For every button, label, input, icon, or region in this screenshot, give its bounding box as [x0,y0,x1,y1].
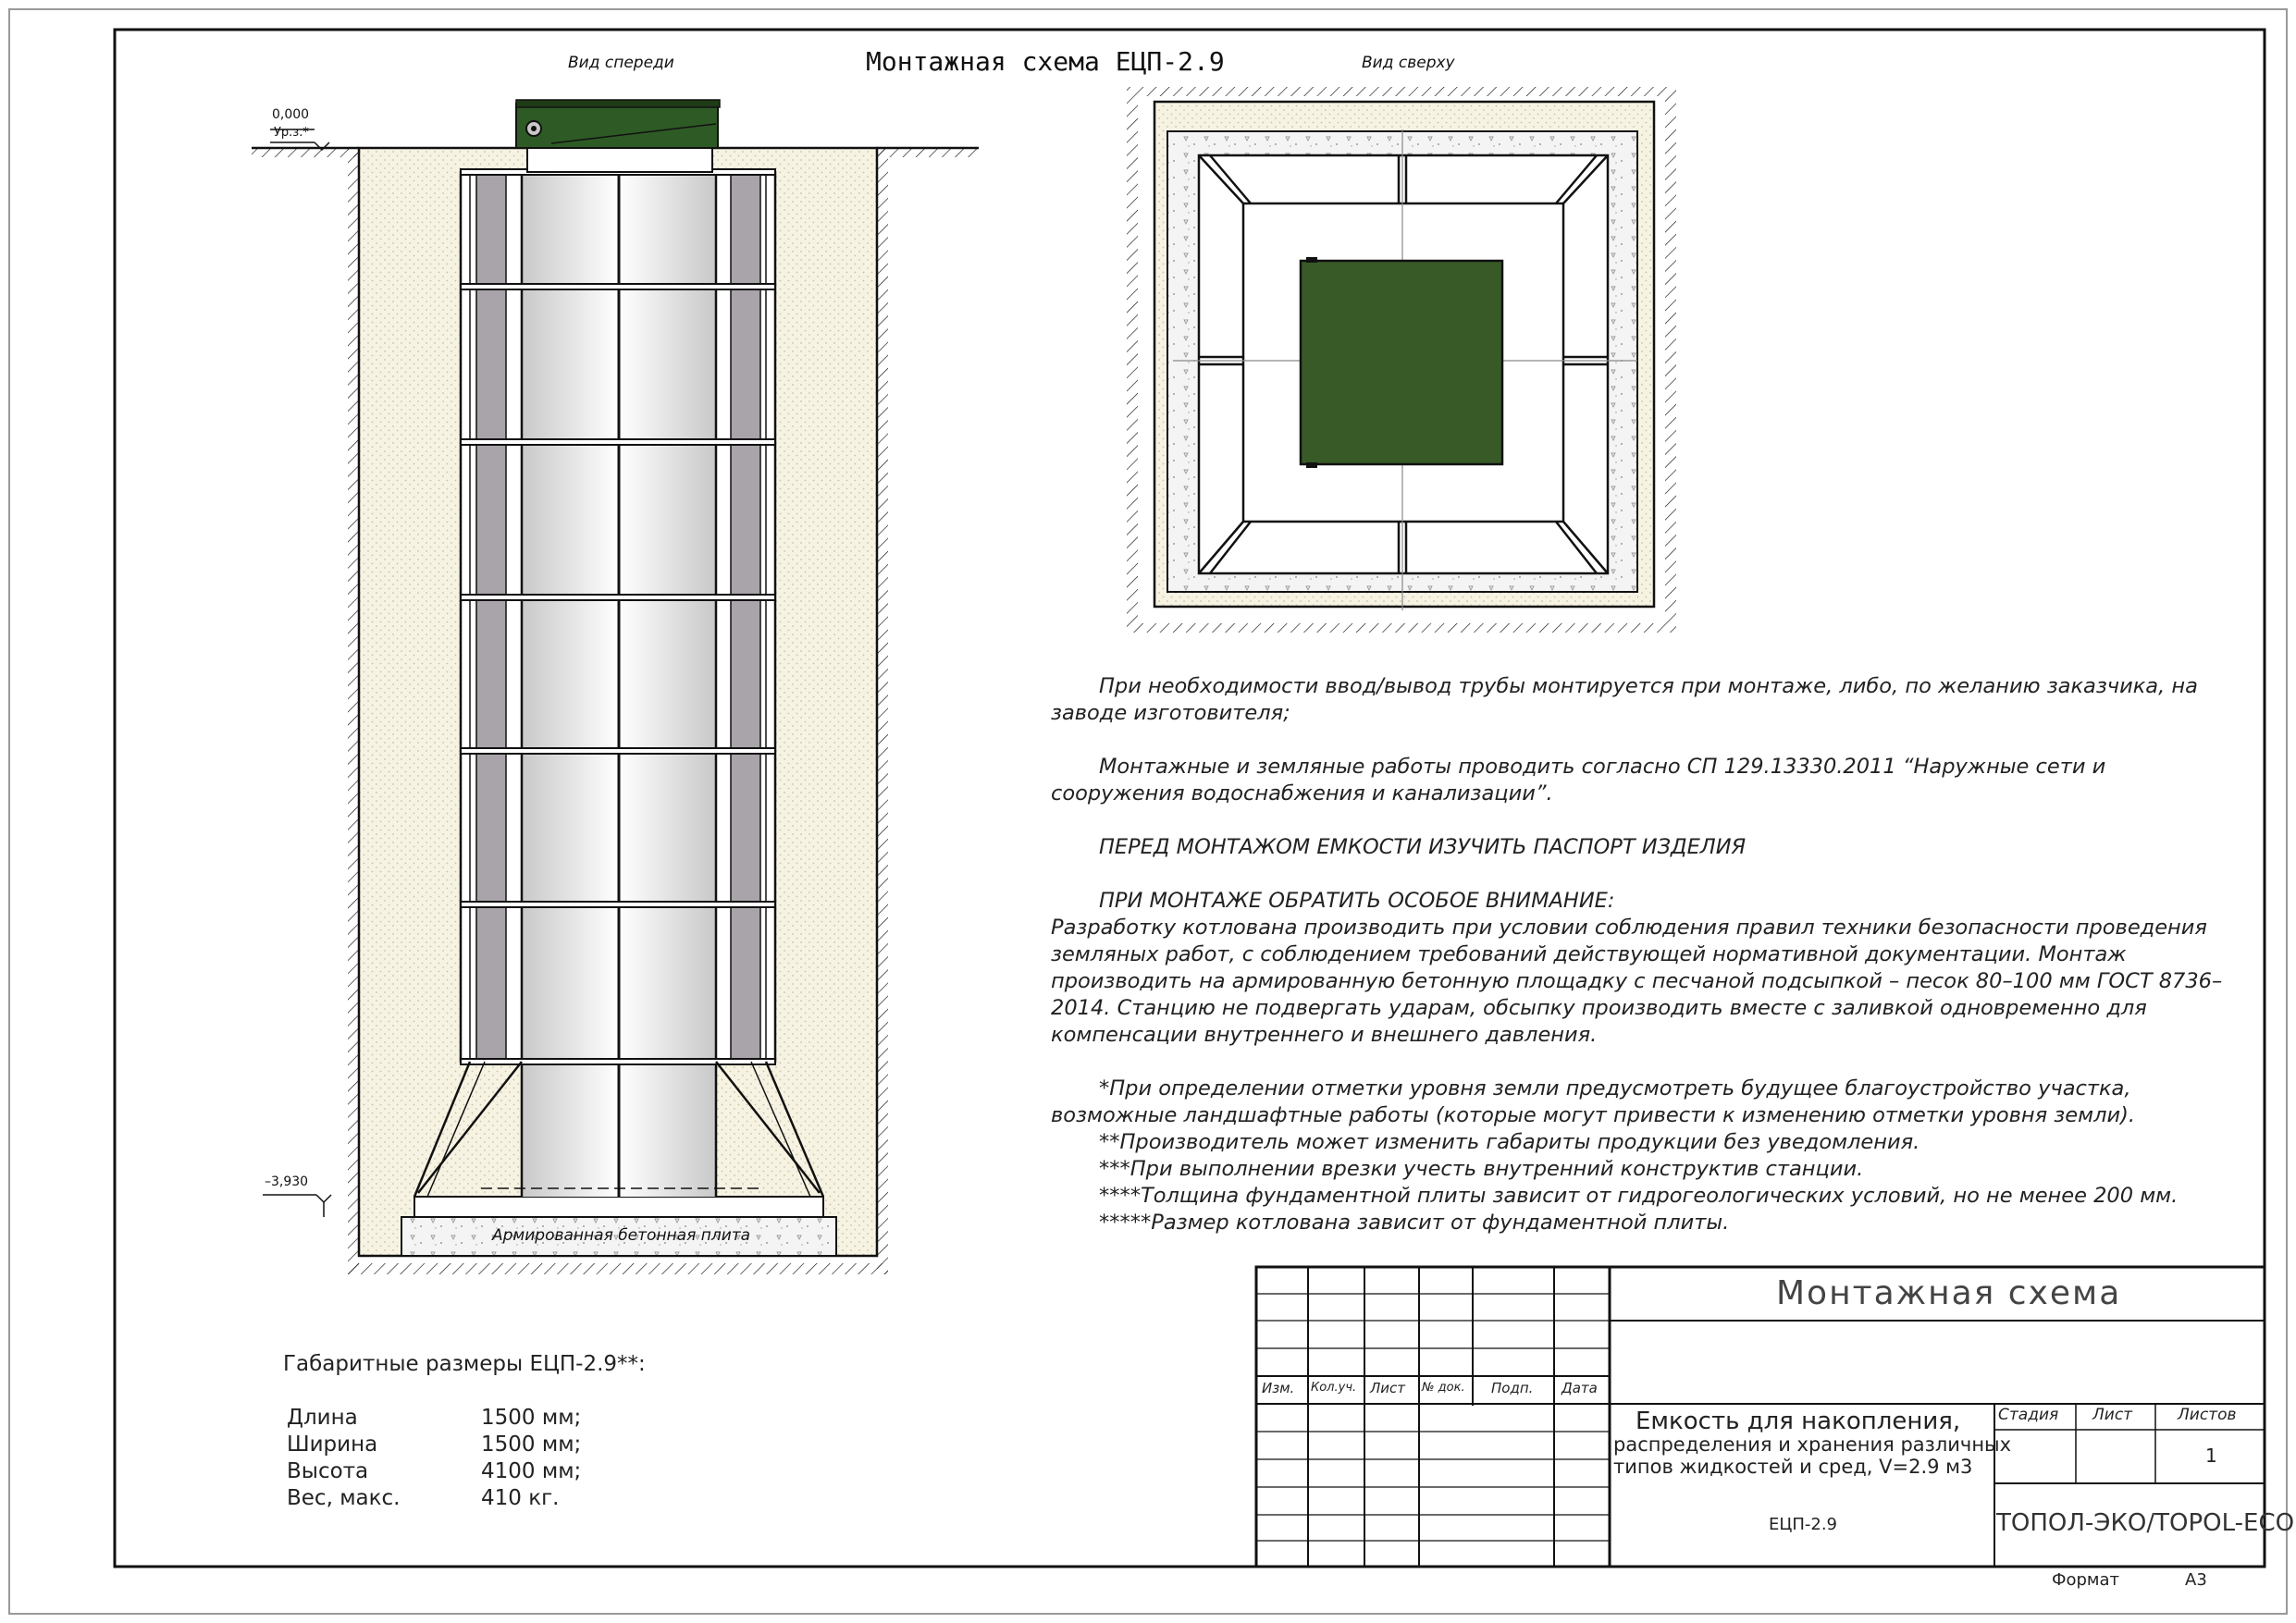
note-passport: ПЕРЕД МОНТАЖОМ ЕМКОСТИ ИЗУЧИТЬ ПАСПОРТ ИЗДЕЛИЯ [1099,835,1747,859]
drawing-title: Монтажная схема ЕЦП-2.9 [866,46,1225,77]
installation-notes [1051,673,2244,1236]
tb-col-change: Изм. [1262,1380,1295,1396]
slab-label: Армированная бетонная плита [492,1226,751,1245]
rib-3 [461,439,775,445]
footnote-4: ****Толщина фундаментной плиты зависит от гидрогеологических условий, но не менее 200 мм. [1099,1184,2179,1208]
dimensions-title: Габаритные размеры ЕЦП-2.9**: [283,1352,646,1376]
sand-pad [414,1197,823,1217]
tb-sheets-header: Листов [2178,1406,2237,1424]
tb-sheet-title: Монтажная схема [1776,1274,2122,1312]
ground-level-value: 0,000 [272,107,310,122]
note-attention-body: Разработку котлована производить при условии соблюдения правил техники безопасности проведения земляных работ, с соблюдением требований действующей нормативной документации. Монтаж производить на армированную бетонную площадку с песчаной подсыпкой – песок 80–100 мм ГОСТ 8736–2014. Станцию не подвергать ударам, обсыпку производить вместе с заливкой одновременно для компенсации внутреннего и внешнего давления. [1051,916,2223,1047]
tb-company: ТОПОЛ-ЭКО/TOPOL-ECO [1996,1509,2295,1537]
note-pipe: При необходимости ввод/вывод трубы монтируется при монтаже, либо, по желанию заказчика, на заводе изготовителя; [1051,674,2198,725]
station-body [461,172,775,1197]
tb-sheets-value: 1 [2205,1445,2217,1467]
tb-format-value: А3 [2185,1570,2207,1590]
footnote-3: ***При выполнении врезки учесть внутренний конструктив станции. [1099,1157,1864,1181]
note-attention-heading: ПРИ МОНТАЖЕ ОБРАТИТЬ ОСОБОЕ ВНИМАНИЕ: [1099,889,1615,913]
tb-designation: ЕЦП-2.9 [1769,1515,1838,1534]
rib-4 [461,595,775,600]
rib-2 [461,284,775,289]
bottom-level-value: –3,930 [265,1174,309,1189]
footnote-5: *****Размер котлована зависит от фундаментной плиты. [1099,1211,1730,1235]
dim-value-weight: 410 кг. [481,1486,560,1510]
footnote-2: **Производитель может изменить габариты продукции без уведомления. [1099,1130,1920,1154]
dim-label-height: Высота [287,1459,369,1483]
dim-value-width: 1500 мм; [481,1432,582,1457]
rib-6 [461,902,775,907]
tb-col-sign: Подп. [1491,1380,1534,1396]
note-standard: Монтажные и земляные работы проводить согласно СП 129.13330.2011 “Наружные сети и сооружения водоснабжения и канализации”. [1051,755,2106,805]
bottom-level-mark [263,1195,331,1217]
tb-description-3: типов жидкостей и сред, V=2.9 м3 [1613,1456,1973,1478]
tb-col-qty: Кол.уч. [1311,1381,1357,1395]
dim-label-width: Ширина [287,1432,378,1457]
top-lid [1301,261,1502,464]
dim-label-weight: Вес, макс. [287,1486,401,1510]
dim-value-length: 1500 мм; [481,1406,582,1430]
lid-hatch [516,100,720,172]
tb-description-2: распределения и хранения различных [1613,1433,2012,1456]
tb-col-sheet: Лист [1370,1380,1406,1396]
front-view-label: Вид спереди [568,54,674,72]
dim-value-height: 4100 мм; [481,1459,582,1483]
footnote-1: *При определении отметки уровня земли предусмотреть будущее благоустройство участка, возможные ландшафтные работы (которые могут привести к изменению отметки уровня земли). [1051,1076,2136,1127]
tb-col-doc: № док. [1422,1381,1465,1395]
rib-7 [461,1059,775,1064]
top-view-label: Вид сверху [1362,54,1455,72]
rib-5 [461,748,775,754]
tb-description-1: Емкость для накопления, [1636,1408,1961,1435]
tb-col-date: Дата [1562,1380,1598,1396]
dim-label-length: Длина [287,1406,358,1430]
tb-sheet-header: Лист [2092,1406,2133,1424]
tb-format-label: Формат [2052,1570,2120,1590]
ground-level-label: Ур.з.* [274,126,309,140]
top-view [1127,87,1676,633]
front-view [252,100,979,1274]
tb-stage-header: Стадия [1998,1406,2059,1424]
